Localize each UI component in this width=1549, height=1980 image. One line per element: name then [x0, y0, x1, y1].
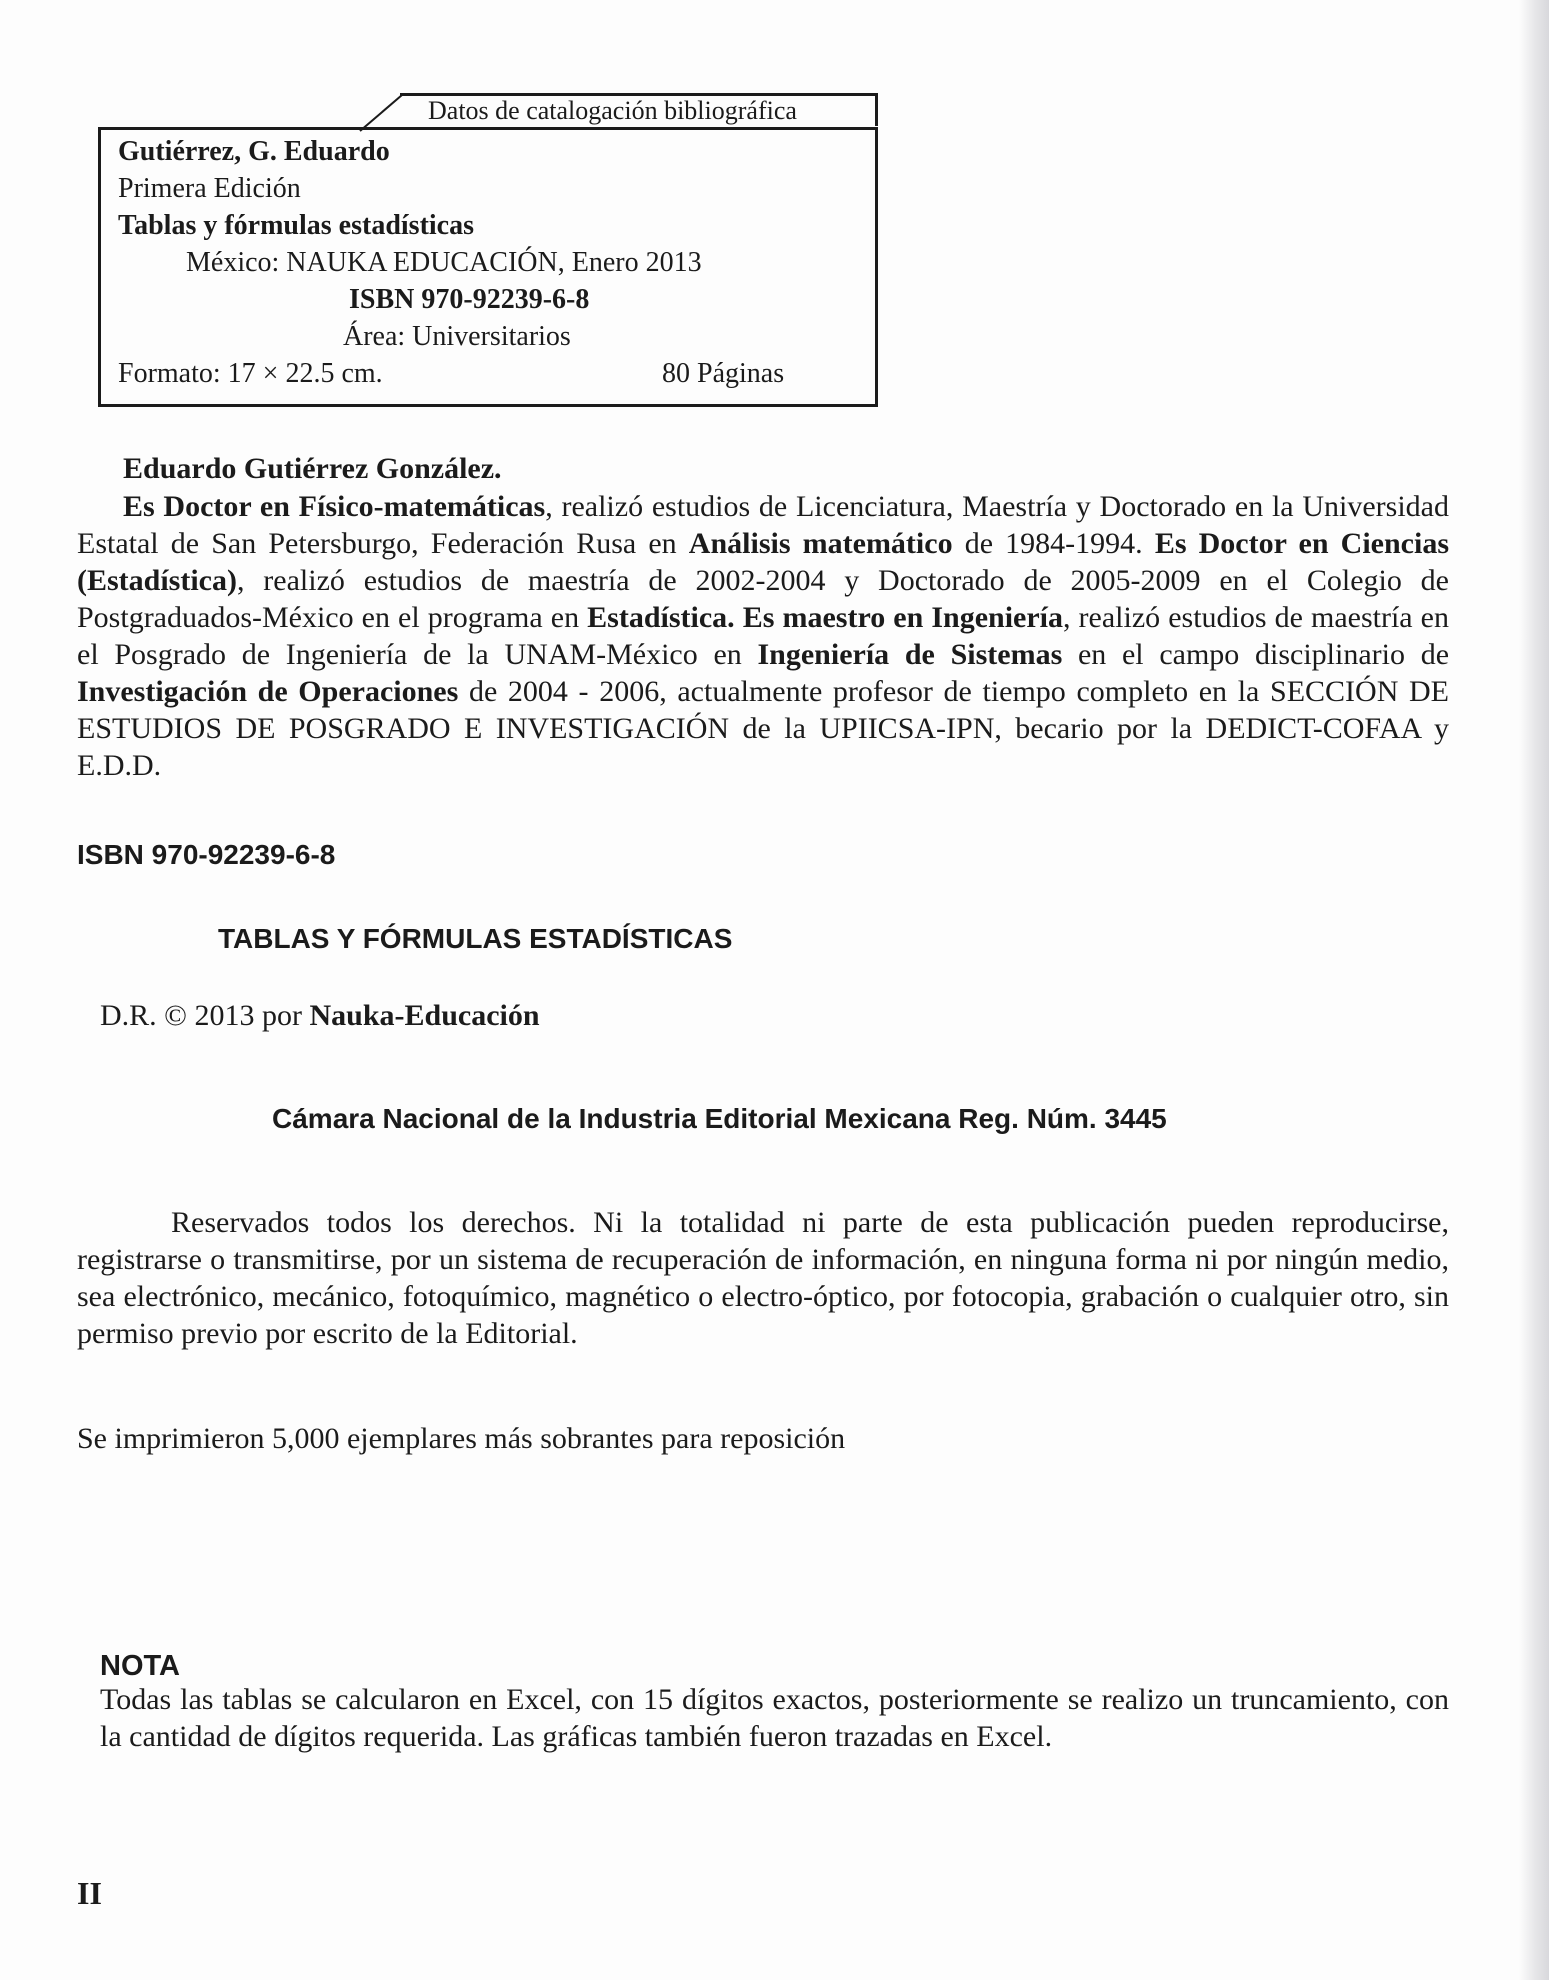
page-number: II [77, 1875, 102, 1911]
catalog-isbn: ISBN 970-92239-6-8 [349, 284, 590, 315]
catalog-pages: 80 Páginas [662, 358, 785, 389]
copyright-holder: Nauka-Educación [309, 999, 540, 1032]
author-name: Eduardo Gutiérrez González. [123, 452, 502, 485]
catalog-publisher: México: NAUKA EDUCACIÓN, Enero 2013 [186, 247, 702, 278]
bio-segment: en el campo disciplinario de [1062, 638, 1450, 671]
bio-bold-segment: Ingeniería de Sistemas [757, 638, 1063, 671]
bio-segment: de 1984-1994. [952, 527, 1155, 560]
isbn-heading: ISBN 970-92239-6-8 [77, 839, 336, 870]
note-text: Todas las tablas se calcularon en Excel, con 15 dígitos exactos, posteriormente se realizo un truncamiento, con la cantidad de dígitos requerida. Las gráficas también fueron trazadas en Excel. [100, 1683, 1449, 1753]
bio-segment: , realizó estudios de maestría de 2002-2004 y Doctorado de 2005-2009 en el Colegio de Postgraduados-México en el programa en [77, 564, 1449, 634]
catalog-area: Área: Universitarios [343, 321, 571, 352]
bio-bold-segment: Estadística. Es maestro en Ingeniería [587, 601, 1063, 634]
catalog-format: Formato: 17 × 22.5 cm. [118, 358, 383, 389]
bio-bold-segment: Es Doctor en Físico-matemáticas [123, 490, 546, 523]
catalog-tab-label: Datos de catalogación bibliográfica [428, 96, 797, 125]
bio-bold-segment: Investigación de Operaciones [77, 675, 459, 708]
copyright-prefix: D.R. © 2013 por [100, 999, 310, 1032]
catalog-box [98, 127, 878, 407]
note-heading: NOTA [100, 1650, 181, 1682]
bio-bold-segment: Es Doctor en Ciencias (Estadística) [77, 527, 1449, 597]
bio-segment: , realizó estudios de maestría en el Posgrado de Ingeniería de la UNAM-México en [77, 601, 1449, 671]
author-bio [77, 488, 1449, 784]
bio-segment: de 2004 - 2006, actualmente profesor de tiempo completo en la SECCIÓN DE ESTUDIOS DE POSGRADO E INVESTIGACIÓN de la UPIICSA-IPN, becario por la DEDICT-COFAA y E.D.D. [77, 675, 1449, 782]
bio-segment: , realizó estudios de Licenciatura, Maestría y Doctorado en la Universidad Estatal de San Petersburgo, Federación Rusa en [77, 490, 1449, 560]
scan-edge-shadow [1519, 0, 1549, 1980]
rights-reserved: Reservados todos los derechos. Ni la totalidad ni parte de esta publicación pueden reproducirse, registrarse o transmitirse, por un sistema de recuperación de información, en ninguna forma ni por ningún medio, sea electrónico, mecánico, fotoquímico, magnético o electro-óptico, por fotocopia, grabación o cualquier otro, sin permiso previo por escrito de la Editorial. [77, 1206, 1449, 1350]
copyright-line [100, 997, 540, 1034]
catalog-title: Tablas y fórmulas estadísticas [118, 210, 475, 241]
bio-bold-segment: Análisis matemático [688, 527, 953, 560]
catalog-edition: Primera Edición [118, 173, 301, 204]
print-run: Se imprimieron 5,000 ejemplares más sobrantes para reposición [77, 1422, 846, 1455]
chamber-registration: Cámara Nacional de la Industria Editorial Mexicana Reg. Núm. 3445 [272, 1103, 1167, 1134]
catalog-author: Gutiérrez, G. Eduardo [118, 136, 390, 167]
book-title: TABLAS Y FÓRMULAS ESTADÍSTICAS [218, 923, 733, 954]
